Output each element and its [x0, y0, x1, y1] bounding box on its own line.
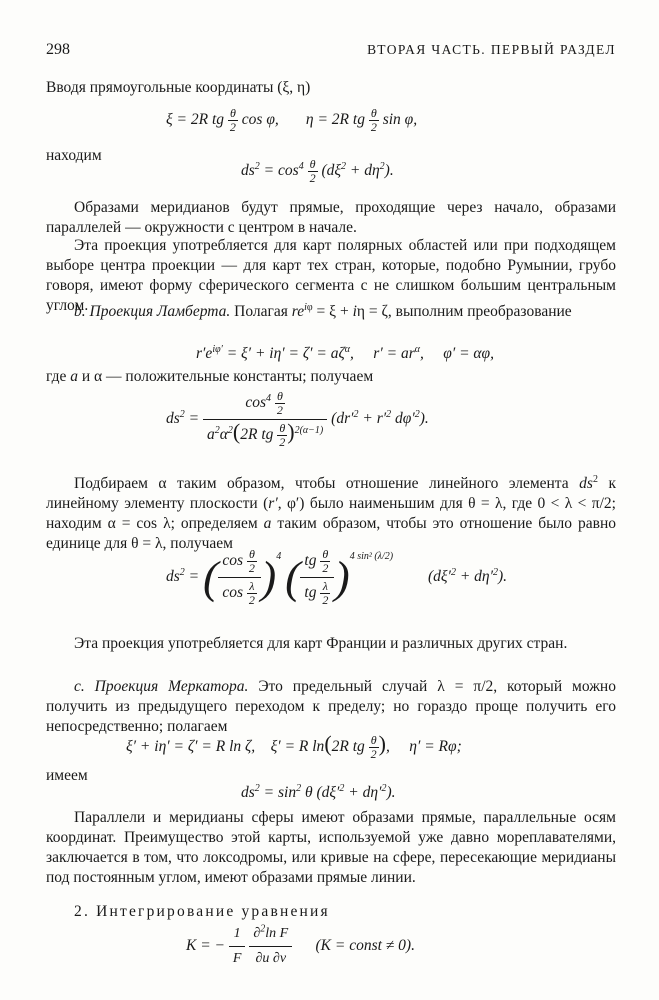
paragraph-4-text: Эта проекция употребляется для карт Франции и различных других стран.: [74, 635, 568, 652]
section-2-text: 2. Интегрирование уравнения: [74, 903, 330, 920]
find-text: находим: [46, 147, 102, 164]
section-c-title: c. Проекция Меркатора.: [74, 678, 249, 695]
paragraph-4: [46, 634, 616, 654]
formula-gauss-curvature: K = − $\frac{1}{F}$ $\frac{\partial^2\ln F}{\partial u \partial v}$ (K = const ≠ 0).: [46, 924, 659, 969]
intro-text: Вводя прямоугольные координаты (ξ, η): [46, 79, 311, 96]
paragraph-3-text: Подбираем α таким образом, чтобы отношение линейного элемента $ds^2$ к линейному элементу плоскости (r′, φ′) было наименьшим для θ = λ, где 0 < λ < π/2; находим α = cos λ; определяем a таким образом, чтобы это отношение было равно единице для θ = λ, получаем: [46, 473, 616, 552]
intro-line: [46, 78, 616, 98]
have-text: имеем: [46, 767, 88, 784]
paragraph-1-text: Образами меридианов будут прямые, проходящие через начало, образами параллелей — окружности с центром в начале.: [46, 199, 616, 236]
formula-ds-stereo: $ds^2 = \cos^4$ $\frac{\theta}{2}$ $(d\xi^2 + d\eta^2)$.: [241, 157, 394, 185]
formula-ds-mercator: $ds^2 = \sin^2 \theta$ $(d\xi'^2 + d\eta'^2)$.: [241, 782, 396, 801]
formula-ds-lambert: $ds^2$ = $\cos^4$ $\frac{\theta}{2}$ $a^2\alpha^2(2R$ tg $\frac{\theta}{2}$ )$^{2(\alpha-1)}$ ($dr'^2 + r'^2$ $d\varphi'^2$).: [166, 389, 429, 449]
where-text: где a и α — положительные константы; получаем: [46, 368, 374, 385]
running-title: ВТОРАЯ ЧАСТЬ. ПЕРВЫЙ РАЗДЕЛ: [367, 42, 616, 57]
section-b-title: b. Проекция Ламберта.: [74, 303, 231, 320]
section-c: c. Проекция Меркатора. Это предельный случай λ = π/2, который можно получить из предыдущего переходом к пределу; но гораздо проще получить его непосредственно; полагаем: [46, 678, 616, 735]
formula-lambert-map: $r'e^{i\varphi'} = \xi' + i\eta' = \zeta' = a\zeta^\alpha$, $r' = ar^\alpha$, φ′ = αφ,: [196, 343, 495, 362]
paragraph-1: [46, 198, 616, 238]
formula-mercator-map: ξ′ + iη′ = ζ′ = R ln ζ, ξ′ = R ln(2R tg $\frac{\theta}{2}$ ), η′ = Rφ;: [126, 731, 462, 761]
where-line: [46, 367, 616, 387]
section-b: b. Проекция Ламберта. Полагая $re^{i\varphi} = \xi + i\eta = \zeta$, выполним преобразование: [74, 301, 572, 320]
paragraph-2-text: Эта проекция употребляется для карт полярных областей или при подходящем выборе центра проекции — для карт тех стран, которые, подобно Румынии, грубо говоря, имеют форму сферического сегмента с не слишком большим центральным углом.: [46, 237, 616, 314]
paragraph-3: [46, 474, 616, 554]
paragraph-5-text: Параллели и меридианы сферы имеют образами прямые, параллельные осям координат. Преимущество этой карты, используемой уже давно мореплавателями, заключается в том, что локсодромы, или кривые на сфере, пересекающие меридианы под постоянным углом, имеют образами прямые линии.: [46, 809, 616, 886]
formula-xi-eta: ξ = 2R tg $\frac{\theta}{2}$ cos φ, η = 2R tg $\frac{\theta}{2}$ sin φ,: [166, 106, 418, 134]
section-2-heading: [46, 902, 616, 922]
page-header: [46, 40, 616, 62]
page-number: 298: [46, 41, 70, 58]
formula-ds-lambert-final: $ds^2$ = ( cos $\frac{\theta}{2}$ cos $\frac{\lambda}{2}$ )$^4$ ( tg $\frac{\theta}{2}$ tg $\frac{\lambda}{2}$ )$^{4 sin^2 (\lambda/2)}$ $(d\xi'^2 + d\eta'^2)$.: [166, 547, 508, 607]
paragraph-5: [46, 808, 616, 888]
